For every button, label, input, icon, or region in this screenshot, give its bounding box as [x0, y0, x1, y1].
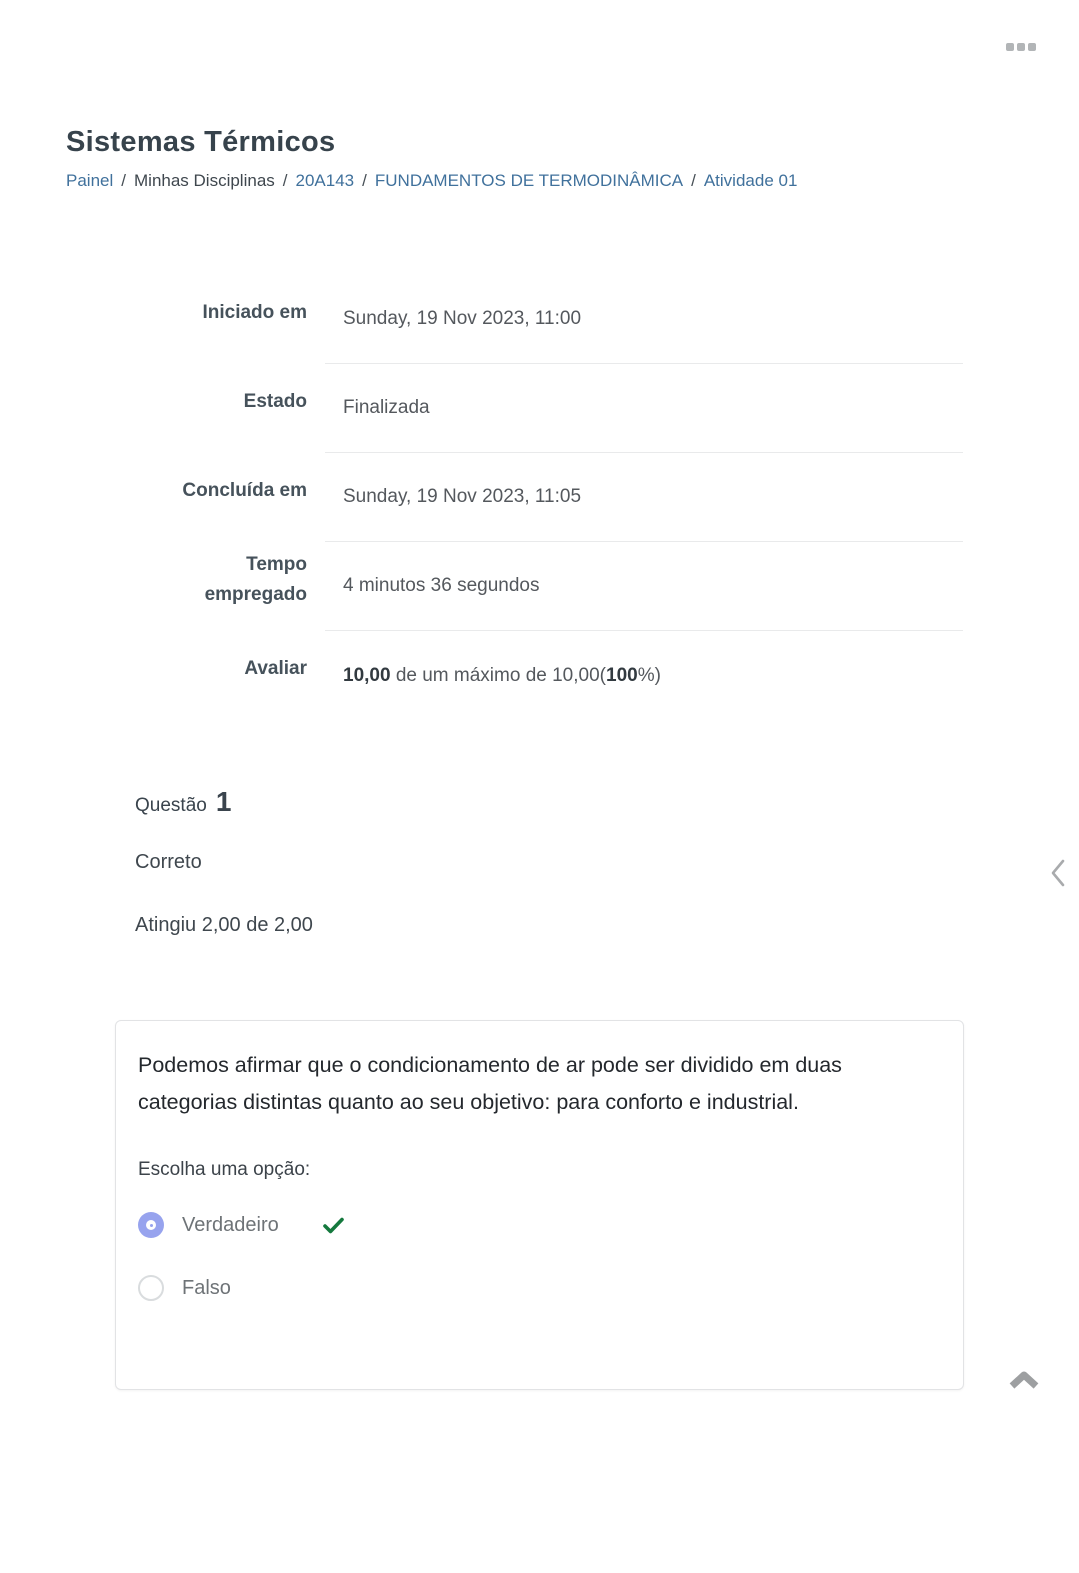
summary-value: Finalizada	[325, 364, 963, 453]
grade-percent: 100	[606, 664, 638, 686]
chevron-left-icon[interactable]	[1048, 857, 1068, 894]
summary-value: 4 minutos 36 segundos	[325, 542, 963, 631]
dot	[1028, 43, 1036, 51]
breadcrumb-separator: /	[121, 171, 126, 190]
question-card	[115, 1020, 964, 1390]
breadcrumb-link-course-name[interactable]: FUNDAMENTOS DE TERMODINÂMICA	[374, 171, 684, 190]
question-state: Correto	[135, 851, 202, 873]
summary-row-grade	[66, 631, 963, 720]
question-number-value: 1	[215, 786, 232, 817]
radio-falso[interactable]	[138, 1275, 164, 1301]
breadcrumb-separator: /	[282, 171, 288, 190]
summary-label: Tempo empregado	[204, 553, 307, 605]
summary-label: Iniciado em	[202, 301, 307, 323]
option-label: Falso	[182, 1276, 231, 1299]
dot	[1006, 43, 1014, 51]
summary-value-grade	[325, 631, 963, 720]
summary-row-state	[66, 364, 963, 453]
breadcrumb-link-painel[interactable]: Painel	[66, 171, 114, 190]
back-to-top-icon[interactable]	[1006, 1368, 1042, 1397]
breadcrumb-item-minhas-disciplinas: Minhas Disciplinas	[134, 171, 275, 190]
summary-row-started	[66, 275, 963, 364]
breadcrumb-separator: /	[691, 171, 696, 190]
grade-middle: de um máximo de 10,00(	[390, 664, 606, 686]
question-info	[135, 786, 313, 937]
breadcrumb	[66, 171, 797, 191]
question-points: Atingiu 2,00 de 2,00	[135, 914, 313, 936]
breadcrumb-link-course-code[interactable]: 20A143	[295, 171, 355, 190]
dot	[1017, 43, 1025, 51]
option-label: Verdadeiro	[182, 1213, 279, 1236]
summary-value: Sunday, 19 Nov 2023, 11:05	[325, 453, 963, 542]
breadcrumb-link-activity[interactable]: Atividade 01	[703, 171, 798, 190]
summary-value: Sunday, 19 Nov 2023, 11:00	[325, 275, 963, 364]
answer-options	[138, 1212, 941, 1301]
summary-row-completed	[66, 453, 963, 542]
answer-prompt: Escolha uma opção:	[138, 1159, 311, 1180]
grade-suffix: %)	[637, 664, 661, 686]
radio-verdadeiro-selected[interactable]	[138, 1212, 164, 1238]
breadcrumb-separator: /	[362, 171, 367, 190]
grade-score: 10,00	[343, 664, 391, 686]
more-options-icon[interactable]	[1006, 43, 1036, 51]
option-falso[interactable]	[138, 1275, 941, 1301]
option-verdadeiro[interactable]	[138, 1212, 941, 1238]
summary-label: Avaliar	[244, 657, 307, 679]
question-number-label: Questão	[135, 795, 207, 816]
summary-row-time-taken	[66, 542, 963, 631]
question-text: Podemos afirmar que o condicionamento de ar pode ser dividido em duas categorias distintas quanto ao seu objetivo: para conforto e industrial.	[138, 1053, 842, 1114]
question-number	[135, 786, 313, 818]
summary-label: Estado	[243, 390, 307, 412]
summary-label: Concluída em	[182, 479, 307, 501]
correct-checkmark-icon	[323, 1217, 344, 1234]
attempt-summary-table	[66, 275, 963, 720]
page-title: Sistemas Térmicos	[66, 126, 336, 158]
